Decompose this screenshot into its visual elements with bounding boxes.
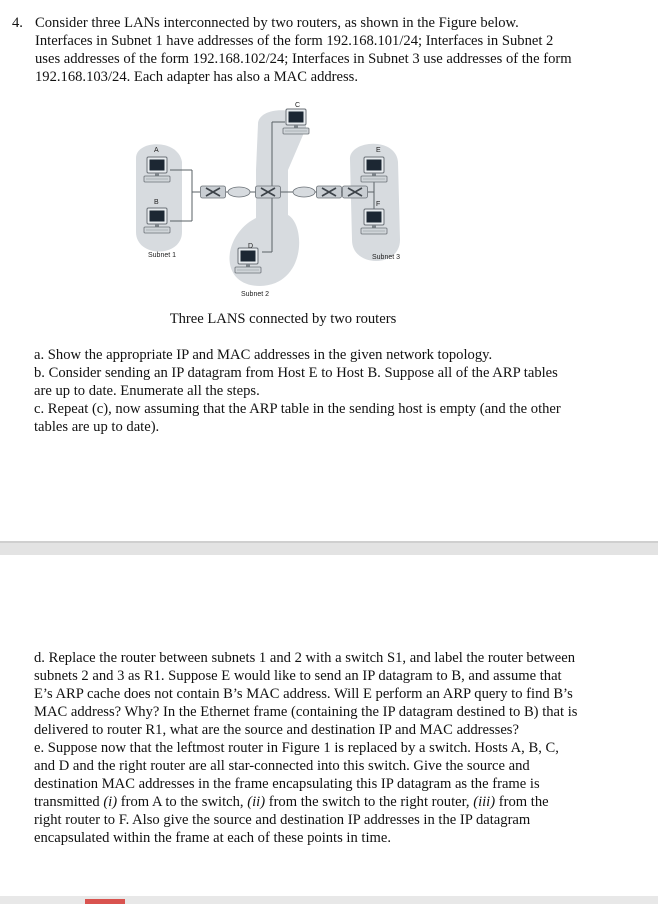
part-e-iii: (iii) [473,794,496,810]
host-e-label: E [376,147,381,154]
host-b-icon [144,208,170,233]
part-d: d. Replace the router between subnets 1 and 2 with a switch S1, and label the router between subnets 2 and 3 as R1. Suppose E would like to send an IP datagram to B, and assume that E’s ARP cache does not contain B’s MAC address. Will E perform an ARP query to find B’s MAC address? Why? In the Ethernet frame (containing the IP datagram destined to B) that is delivered to router R1, what are the source and destination IP and MAC addresses? [34,650,578,738]
part-a: a. Show the appropriate IP and MAC addresses in the given network topology. [34,347,493,363]
part-e-ii: (ii) [247,794,266,810]
part-e-pre: e. Suppose now that the leftmost router in Figure 1 is replaced by a switch. Hosts A, B, C, and D and the right router are all star-connected into this switch. Give the source and destination MAC addresses in the frame encapsulating this IP datagram as the frame is transmitted [34,740,559,810]
host-e-icon [361,157,387,182]
host-c-label: C [295,102,301,109]
host-b-label: B [154,199,159,206]
subnet-3-label: Subnet 3 [372,254,401,261]
host-d-label: D [248,243,254,250]
router-right-icon [343,186,368,198]
router-left-icon [201,186,226,198]
network-diagram [130,100,430,305]
part-e-i: (i) [103,794,118,810]
question-block [12,14,572,86]
question-intro: Consider three LANs interconnected by two routers, as shown in the Figure below. Interfaces in Subnet 1 have addresses of the form 192.168.101/24; Interfaces in Subnet 2 uses addresses of the form 192.168.102/24; Interfaces in Subnet 3 use addresses of the form 192.168.103/24. Each adapter has also a MAC address. [35,15,572,85]
network-figure [130,100,430,305]
bottom-accent-tab[interactable] [85,899,125,904]
page-divider [0,541,658,555]
host-a-icon [144,157,170,182]
host-f-icon [361,209,387,234]
host-c-icon [283,109,309,134]
parts-abc [34,346,574,436]
question-number: 4. [12,15,23,31]
router-middle-right-icon [317,186,342,198]
parts-de [34,649,579,847]
part-b: b. Consider sending an IP datagram from Host E to Host B. Suppose all of the ARP tables are up to date. Enumerate all the steps. [34,365,558,399]
part-e-mid1: from A to the switch, [117,794,248,810]
subnet-1-label: Subnet 1 [148,252,177,259]
host-a-label: A [154,147,159,154]
host-f-label: F [376,201,381,208]
part-e-post: from the right router to F. Also give the source and destination IP addresses in the IP datagram encapsulated within the frame at each of these points in time. [34,794,549,846]
part-e-mid2: from the switch to the right router, [265,794,474,810]
switch-middle-icon [256,186,281,198]
part-e [34,739,579,847]
host-d-icon [235,248,261,273]
subnet-2-label: Subnet 2 [241,291,270,298]
part-c: c. Repeat (c), now assuming that the ARP table in the sending host is empty (and the other tables are up to date). [34,401,561,435]
figure-caption: Three LANS connected by two routers [169,311,397,327]
